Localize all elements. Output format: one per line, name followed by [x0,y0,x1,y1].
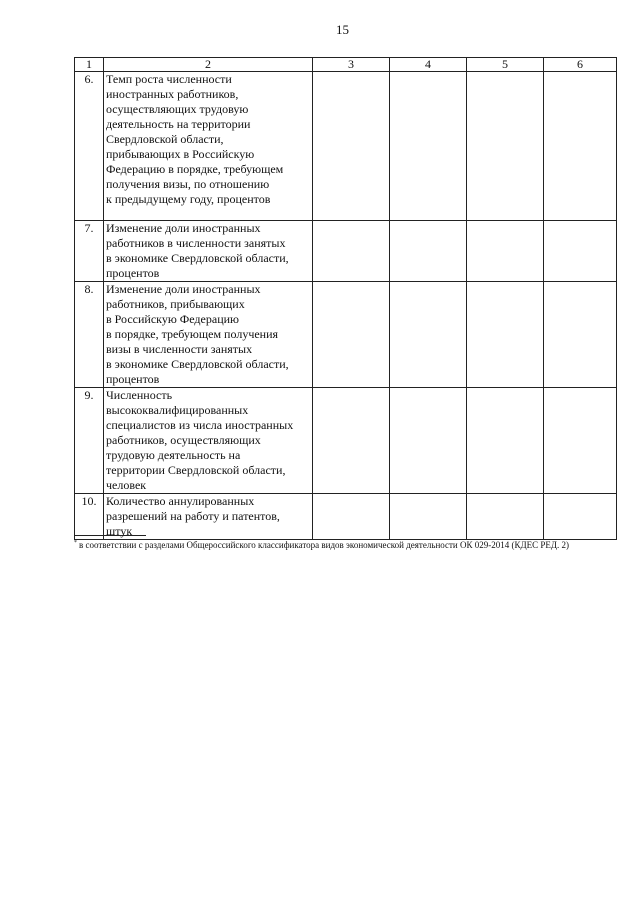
row-cell-col4 [390,72,467,221]
row-number: 10. [75,494,104,540]
column-header-5: 5 [467,58,544,72]
footnote-text: в соответствии с разделами Общероссийского классификатора видов экономической деятельности ОК 029-2014 (КДЕС РЕД. 2) [79,540,570,550]
row-cell-col6 [544,221,617,282]
row-cell-col5 [467,282,544,388]
row-description: Численность высококвалифицированных специалистов из числа иностранных работников, осуществляющих трудовую деятельность на территории Свердловской области, человек [104,388,313,494]
row-cell-col4 [390,282,467,388]
table-row [75,221,617,282]
row-cell-col6 [544,494,617,540]
row-cell-col3 [313,72,390,221]
row-cell-col3 [313,221,390,282]
table-row [75,72,617,221]
row-description: Темп роста численности иностранных работников, осуществляющих трудовую деятельность на территории Свердловской области, прибывающих в Российскую Федерацию в порядке, требующем получения визы, по отношению к предыдущему году, процентов [104,72,313,221]
row-cell-col6 [544,388,617,494]
column-header-4: 4 [390,58,467,72]
table-header-row [75,58,617,72]
page-number: 15 [336,22,349,37]
row-number: 9. [75,388,104,494]
row-number: 8. [75,282,104,388]
row-number: 6. [75,72,104,221]
row-description: Изменение доли иностранных работников в численности занятых в экономике Свердловской области, процентов [104,221,313,282]
row-cell-col3 [313,494,390,540]
row-cell-col5 [467,494,544,540]
table-row [75,388,617,494]
row-cell-col3 [313,282,390,388]
table-row [75,494,617,540]
footnote [74,538,634,551]
column-header-6: 6 [544,58,617,72]
row-cell-col4 [390,221,467,282]
footnote-marker: * [74,540,77,546]
column-header-3: 3 [313,58,390,72]
row-cell-col5 [467,221,544,282]
row-number: 7. [75,221,104,282]
column-header-1: 1 [75,58,104,72]
row-cell-col6 [544,72,617,221]
footnote-divider [74,535,146,536]
row-cell-col5 [467,388,544,494]
table-row [75,282,617,388]
row-description: Изменение доли иностранных работников, прибывающих в Российскую Федерацию в порядке, требующем получения визы в численности занятых в экономике Свердловской области, процентов [104,282,313,388]
indicators-table [74,57,617,540]
column-header-2: 2 [104,58,313,72]
row-cell-col4 [390,494,467,540]
row-description: Количество аннулированных разрешений на работу и патентов, штук [104,494,313,540]
row-cell-col3 [313,388,390,494]
row-cell-col4 [390,388,467,494]
row-cell-col6 [544,282,617,388]
row-cell-col5 [467,72,544,221]
